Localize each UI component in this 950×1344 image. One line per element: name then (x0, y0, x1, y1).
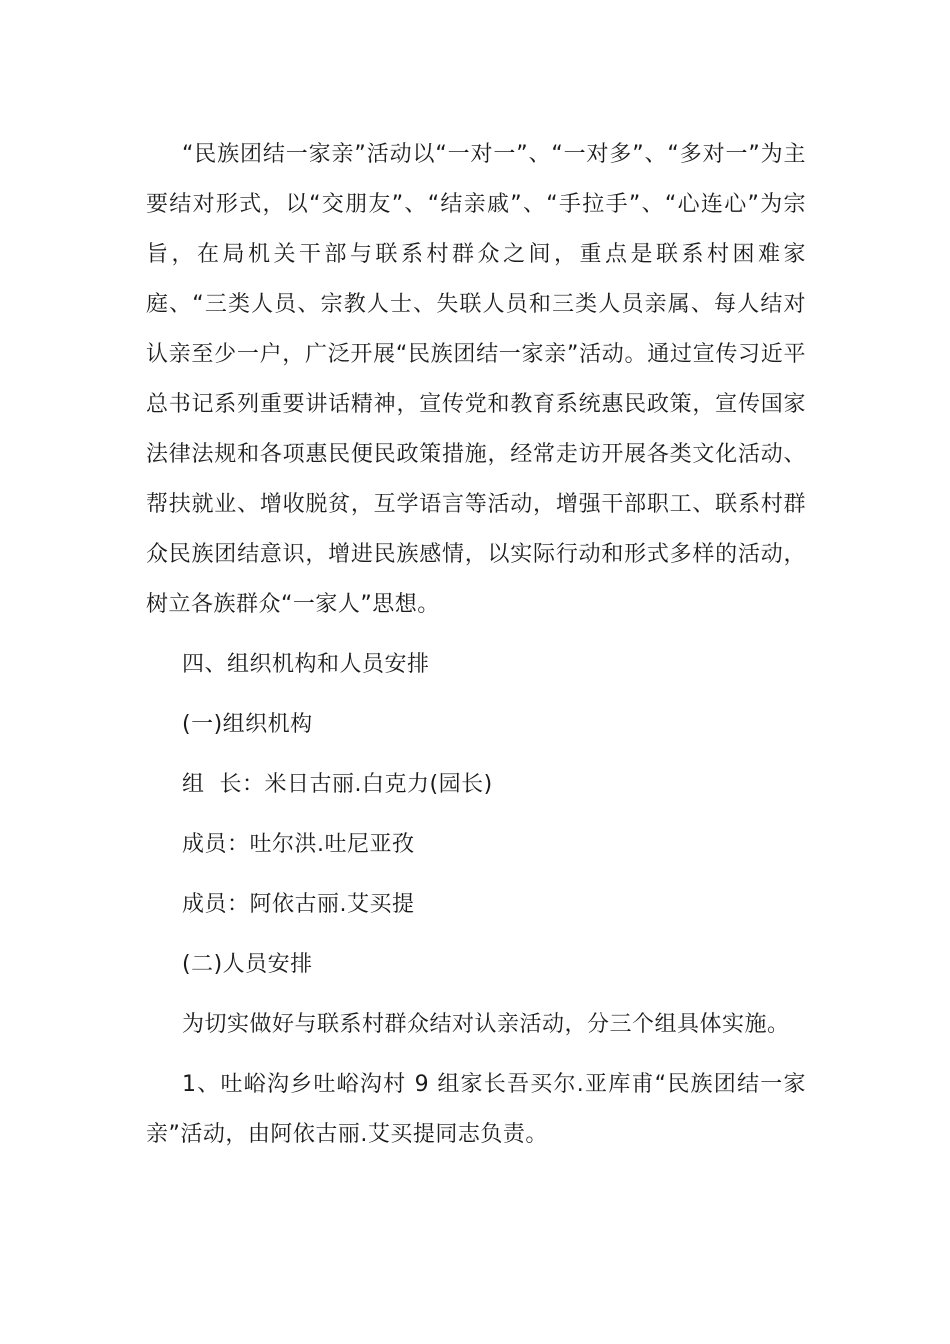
subsection-organization-heading: (一)组织机构 (182, 712, 313, 737)
subsection-personnel-heading: (二)人员安排 (182, 952, 313, 977)
section-4-heading: 四、组织机构和人员安排 (182, 652, 430, 677)
member-line-2: 成员：阿依古丽.艾买提 (182, 892, 415, 917)
arrangement-intro: 为切实做好与联系村群众结对认亲活动，分三个组具体实施。 (182, 1012, 790, 1037)
document-body (146, 130, 806, 1160)
member-line-1: 成员：吐尔洪.吐尼亚孜 (182, 832, 415, 857)
paragraph-activity-description: “民族团结一家亲”活动以“一对一”、“一对多”、“多对一”为主要结对形式，以“交朋友”、“结亲戚”、“手拉手”、“心连心”为宗旨，在局机关干部与联系村群众之间，重点是联系村困难家庭、“三类人员、宗教人士、失联人员和三类人员亲属、每人结对认亲至少一户，广泛开展“民族团结一家亲”活动。通过宣传习近平总书记系列重要讲话精神，宣传党和教育系统惠民政策，宣传国家法律法规和各项惠民便民政策措施，经常走访开展各类文化活动、帮扶就业、增收脱贫，互学语言等活动，增强干部职工、联系村群众民族团结意识，增进民族感情，以实际行动和形式多样的活动，树立各族群众“一家人”思想。 (146, 142, 806, 617)
arrangement-item-1: 1、吐峪沟乡吐峪沟村 9 组家长吾买尔.亚库甫“民族团结一家亲”活动，由阿依古丽.艾买提同志负责。 (146, 1072, 806, 1147)
group-leader-line: 组 长：米日古丽.白克力(园长) (182, 772, 493, 797)
